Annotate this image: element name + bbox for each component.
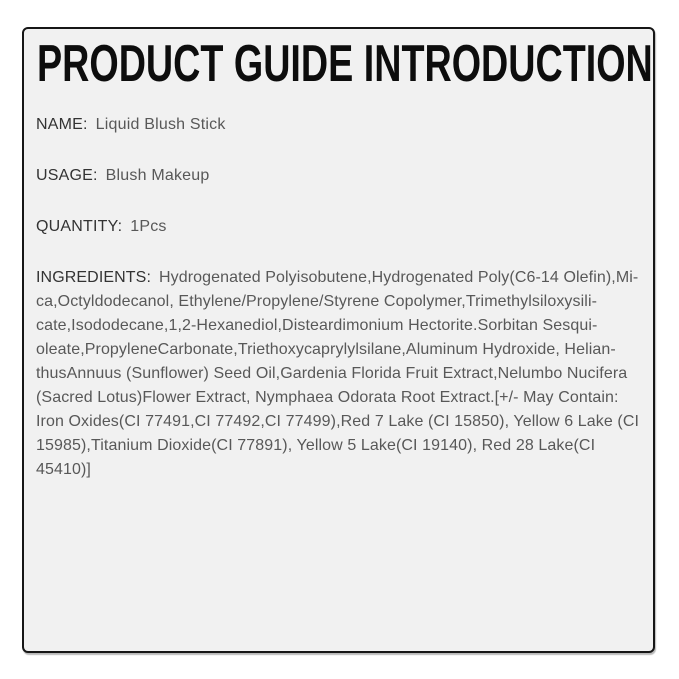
product-guide-panel bbox=[22, 27, 655, 653]
field-usage-value: Blush Makeup bbox=[105, 167, 210, 184]
ingredients-line: thusAnnuus (Sunflower) Seed Oil,Gardenia Florida Fruit Extract,Nelumbo Nucifera bbox=[36, 365, 628, 382]
field-quantity-label: QUANTITY: bbox=[36, 218, 123, 235]
field-usage-label: USAGE: bbox=[36, 167, 98, 184]
ingredients-paragraph bbox=[36, 266, 641, 482]
field-quantity-value: 1Pcs bbox=[130, 218, 167, 235]
ingredients-line: (Sacred Lotus)Flower Extract, Nymphaea Odorata Root Extract.[+/- May Contain: bbox=[36, 389, 619, 406]
ingredients-line: 15985),Titanium Dioxide(CI 77891), Yellow 5 Lake(CI 19140), Red 28 Lake(CI bbox=[36, 437, 596, 454]
field-name bbox=[36, 113, 641, 137]
field-quantity bbox=[36, 215, 641, 239]
ingredients-line: Hydrogenated Polyisobutene,Hydrogenated Poly(C6-14 Olefin),Mi- bbox=[159, 269, 639, 286]
ingredients-line: cate,Isododecane,1,2-Hexanediol,Disteardimonium Hectorite.Sorbitan Sesqui- bbox=[36, 317, 598, 334]
ingredients-label: INGREDIENTS: bbox=[36, 269, 151, 286]
ingredients-line: oleate,PropyleneCarbonate,Triethoxycaprylylsilane,Aluminum Hydroxide, Helian- bbox=[36, 341, 616, 358]
field-name-value: Liquid Blush Stick bbox=[95, 116, 226, 133]
ingredients-line: Iron Oxides(CI 77491,CI 77492,CI 77499),Red 7 Lake (CI 15850), Yellow 6 Lake (CI bbox=[36, 413, 640, 430]
ingredients-line: 45410)] bbox=[36, 461, 91, 478]
page-title: PRODUCT GUIDE INTRODUCTION bbox=[37, 35, 653, 93]
field-usage bbox=[36, 164, 641, 188]
ingredients-line: ca,Octyldodecanol, Ethylene/Propylene/Styrene Copolymer,Trimethylsiloxysili- bbox=[36, 293, 598, 310]
field-name-label: NAME: bbox=[36, 116, 88, 133]
